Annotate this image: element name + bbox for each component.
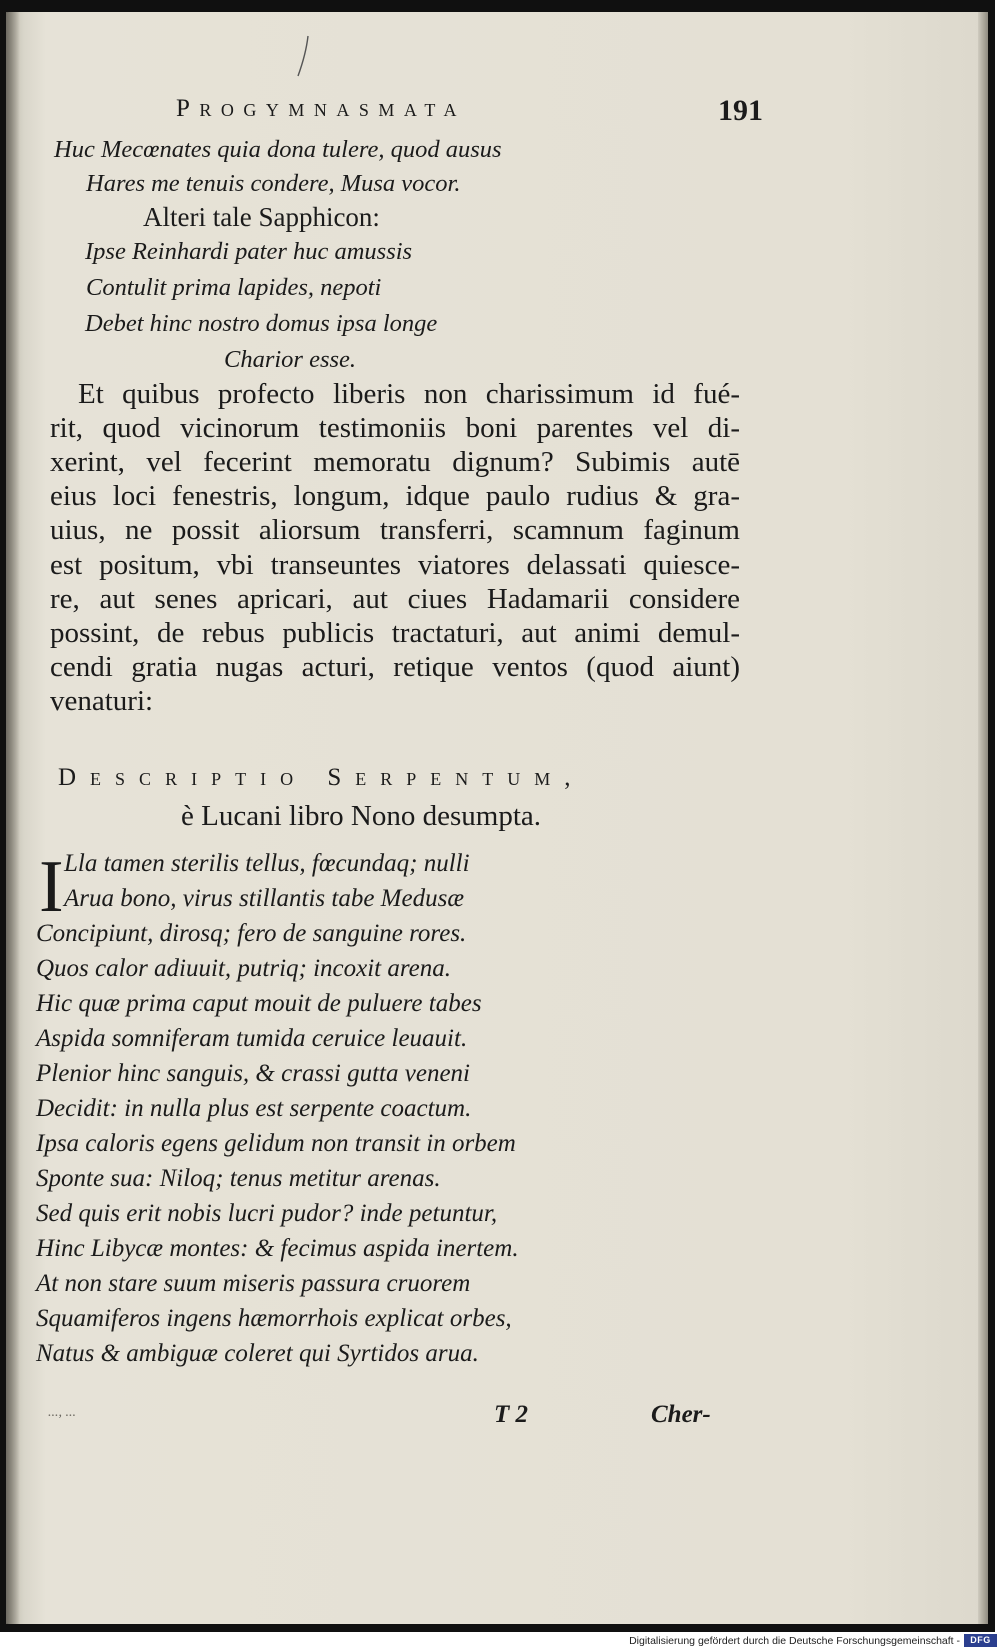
prose-line: rit, quod vicinorum testimoniis boni parentes vel di- (50, 412, 740, 444)
poem-line: At non stare suum miseris passura cruorem (36, 1270, 471, 1297)
poem-line: Arua bono, virus stillantis tabe Medusæ (64, 885, 464, 912)
drop-cap: I (39, 846, 64, 928)
prose-line: est positum, vbi transeuntes viatores delassati quiesce- (50, 549, 740, 581)
poem-line: Squamiferos ingens hæmorrhois explicat orbes, (36, 1305, 512, 1332)
sapphic-intro: Alteri tale Sapphicon: (143, 202, 380, 232)
dfg-logo: DFG (964, 1634, 997, 1647)
pencil-mark (294, 34, 314, 79)
poem-line: Sponte sua: Niloq; tenus metitur arenas. (36, 1165, 441, 1192)
verse-line: Charior esse. (224, 346, 357, 373)
poem-line: Decidit: in nulla plus est serpente coactum. (36, 1095, 472, 1122)
prose-line: uius, ne possit aliorsum transferri, scamnum faginum (50, 514, 740, 546)
poem-line: Plenior hinc sanguis, & crassi gutta veneni (36, 1060, 470, 1087)
page-edge (978, 12, 988, 1624)
section-title: Descriptio Serpentum, (58, 764, 585, 791)
verse-line: Huc Mecœnates quia dona tulere, quod ausus (54, 136, 502, 163)
poem-line: Aspida somniferam tumida ceruice leuauit. (36, 1025, 468, 1052)
verse-line: Hares me tenuis condere, Musa vocor. (86, 170, 461, 197)
poem-line: Quos calor adiuuit, putriq; incoxit arena. (36, 955, 452, 982)
prose-line: xerint, vel fecerint memoratu dignum? Subimis autē (50, 446, 740, 478)
page-number: 191 (718, 94, 763, 127)
verse-line: Debet hinc nostro domus ipsa longe (85, 310, 438, 337)
poem-line: Hinc Libycæ montes: & fecimus aspida inertem. (36, 1235, 519, 1262)
prose-line: re, aut senes apricari, aut ciues Hadamarii considere (50, 583, 740, 615)
poem-line: Lla tamen sterilis tellus, fœcundaq; nulli (64, 850, 470, 877)
poem-line: Concipiunt, dirosq; fero de sanguine rores. (36, 920, 467, 947)
prose-line: venaturi: (50, 685, 154, 717)
digitization-footer (0, 1632, 1000, 1651)
poem-line: Hic quæ prima caput mouit de puluere tabes (36, 990, 482, 1017)
verse-line: Ipse Reinhardi pater huc amussis (85, 238, 413, 265)
poem-line: Ipsa caloris egens gelidum non transit in orbem (36, 1130, 516, 1157)
prose-line: eius loci fenestris, longum, idque paulo rudius & gra- (50, 480, 740, 512)
poem-line: Natus & ambiguæ coleret qui Syrtidos arua. (36, 1340, 479, 1367)
margin-smudge: ..., ... (48, 1405, 76, 1420)
footer-credit: Digitalisierung gefördert durch die Deutsche Forschungsgemeinschaft - (629, 1635, 960, 1647)
verse-line: Contulit prima lapides, nepoti (86, 274, 382, 301)
book-page (6, 12, 988, 1624)
signature-mark: T 2 (494, 1401, 529, 1428)
prose-line: Et quibus profecto liberis non charissimum id fué- (78, 378, 740, 410)
gutter-shadow (6, 12, 20, 1624)
catchword: Cher- (651, 1401, 711, 1428)
section-subtitle: è Lucani libro Nono desumpta. (181, 800, 541, 832)
poem-line: Sed quis erit nobis lucri pudor? inde petuntur, (36, 1200, 498, 1227)
prose-line: cendi gratia nugas acturi, retique ventos (quod aiunt) (50, 651, 740, 683)
prose-line: possint, de rebus publicis tractaturi, aut animi demul- (50, 617, 740, 649)
running-head: Progymnasmata (176, 95, 466, 122)
